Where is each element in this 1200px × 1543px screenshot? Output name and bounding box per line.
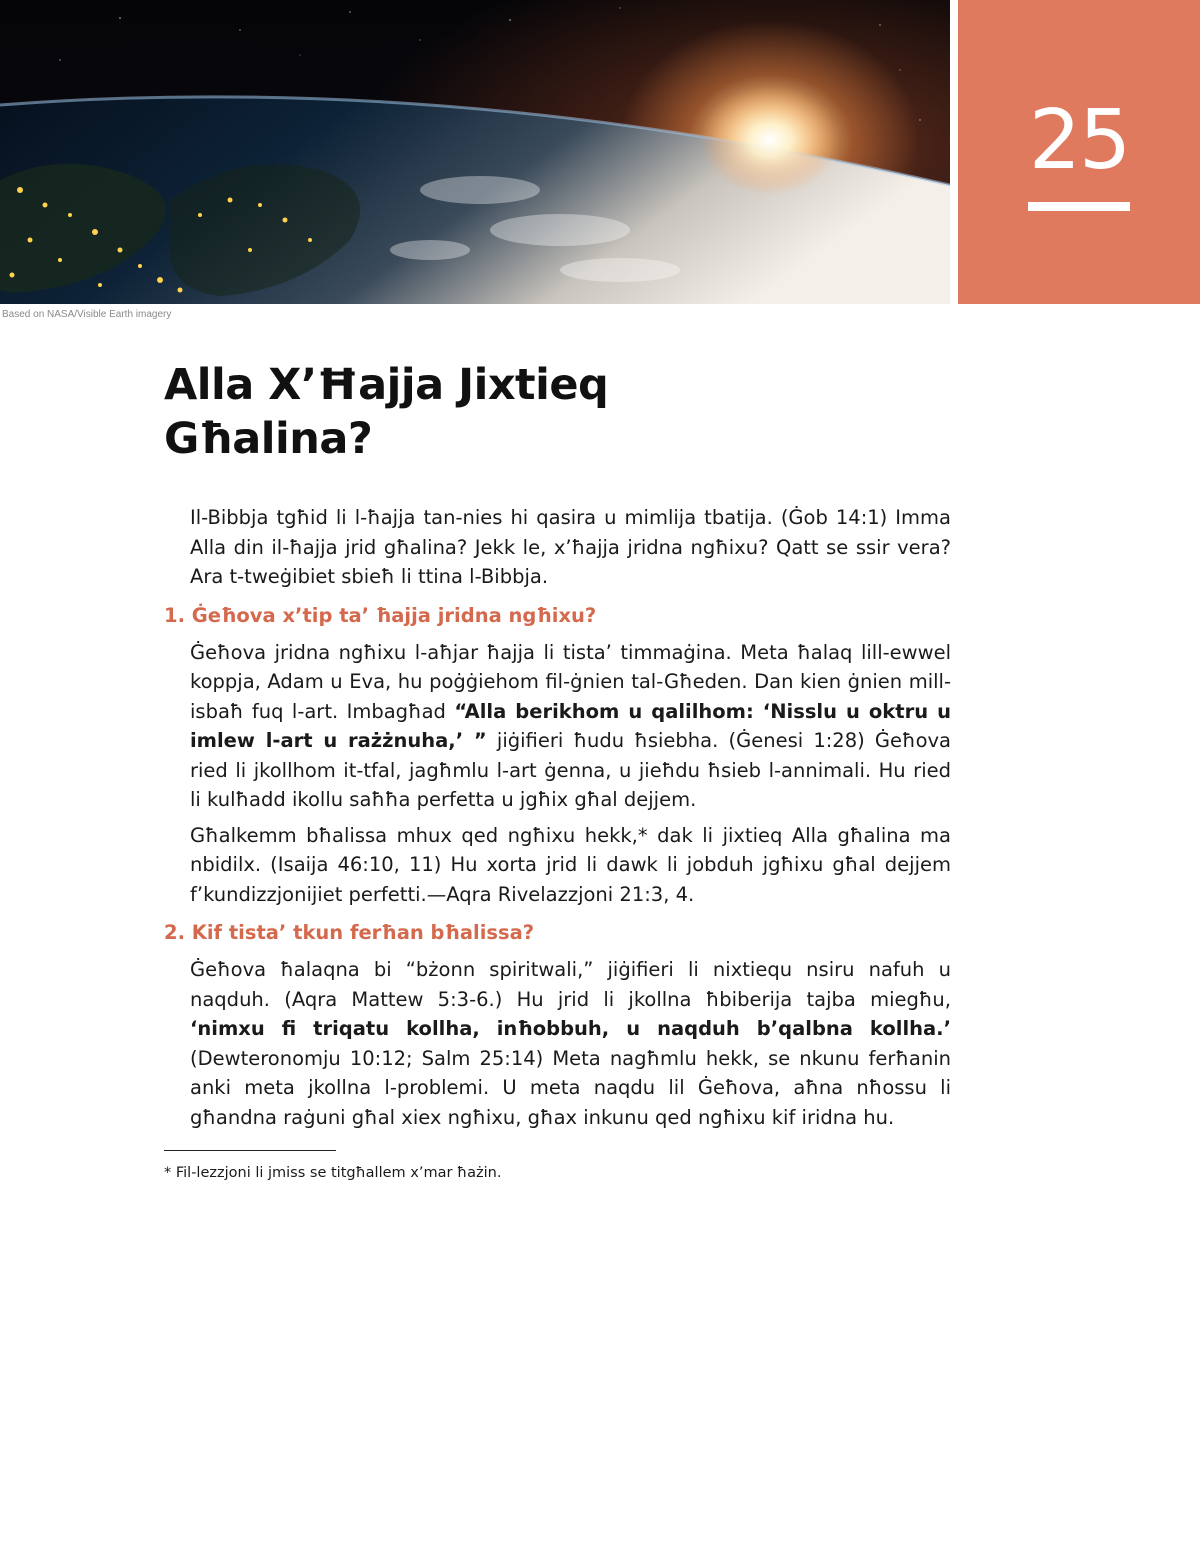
section-2-text-b: (Dewteronomju 10:12; Salm 25:14) Meta nagħmlu hekk, se nkunu ferħanin anki meta jkollna l-problemi. U meta naqdu lil Ġeħova, aħna nħossu li għandna raġuni għal xiex ngħixu, għax inkunu qed ngħixu kif iridna hu. xyxy=(190,1046,951,1129)
chapter-badge xyxy=(958,0,1200,304)
section-1-bold-quote: “Alla berikhom u qalilhom: ‘Nisslu u oktru u imlew l-art u rażżnuha,’ ” xyxy=(190,699,951,752)
earth-illustration xyxy=(0,0,950,304)
page-title xyxy=(164,358,924,466)
section-2-bold-quote: ‘nimxu fi triqatu kollha, inħobbuh, u naqduh b’qalbna kollha.’ xyxy=(190,1017,951,1040)
earth-from-space-image xyxy=(0,0,950,304)
section-1-text-a: Ġeħova jridna ngħixu l-aħjar ħajja li tista’ timmaġina. Meta ħalaq lill-ewwel koppja, Adam u Eva, hu poġġiehom fil-ġnien tal-Għeden. Dan kien ġnien mill-isbaħ fuq l-art. Imbagħad xyxy=(190,640,951,723)
intro-paragraph: Il-Bibbja tgħid li l-ħajja tan-nies hi qasira u mimlija tbatija. (Ġob 14:1) Imma Alla din il-ħajja jrid għalina? Jekk le, x’ħajja jridna ngħixu? Qatt se ssir vera? Ara t-tweġibiet sbieħ li ttina l-Bibbja. xyxy=(190,506,951,588)
section-2-text-a: Ġeħova ħalaqna bi “bżonn spiritwali,” jiġifieri li nixtiequ nsiru nafuh u naqduh. (Aqra Mattew 5:3-6.) Hu jrid li jkollna ħbiberija tajba miegħu, xyxy=(190,958,951,1011)
section-2-paragraph-1 xyxy=(190,955,951,1132)
footnote: * Fil-lezzjoni li jmiss se titgħallem x’mar ħażin. xyxy=(164,1165,502,1181)
lesson-body xyxy=(164,503,951,1183)
section-1-heading: 1. Ġeħova x’tip ta’ ħajja jridna ngħixu? xyxy=(164,603,597,627)
title-line-2: Għalina? xyxy=(164,414,373,464)
section-1-paragraph-1 xyxy=(190,638,951,815)
title-line-1: Alla X’Ħajja Jixtieq xyxy=(164,360,609,410)
footnote-divider xyxy=(164,1150,336,1151)
chapter-number: 25 xyxy=(1028,93,1130,188)
section-1-text-b: jiġifieri ħudu ħsiebha. (Ġenesi 1:28) Ġeħova ried li jkollhom it-tfal, jagħmlu l-art ġenna, u jieħdu ħsieb l-annimali. Hu ried li kulħadd ikollu saħħa perfetta u jgħix għal dejjem. xyxy=(190,729,951,811)
image-credit: Based on NASA/Visible Earth imagery xyxy=(2,309,172,320)
section-1-paragraph-2: Għalkemm bħalissa mhux qed ngħixu hekk,* dak li jixtieq Alla għalina ma nbidilx. (Isaija 46:10, 11) Hu xorta jrid li dawk li jobduh jgħixu għal dejjem f’kundizzjonijiet perfetti.—Aqra Rivelazzjoni 21:3, 4. xyxy=(190,823,951,906)
section-2-heading: 2. Kif tista’ tkun ferħan bħalissa? xyxy=(164,921,535,944)
chapter-rule xyxy=(1028,202,1130,211)
